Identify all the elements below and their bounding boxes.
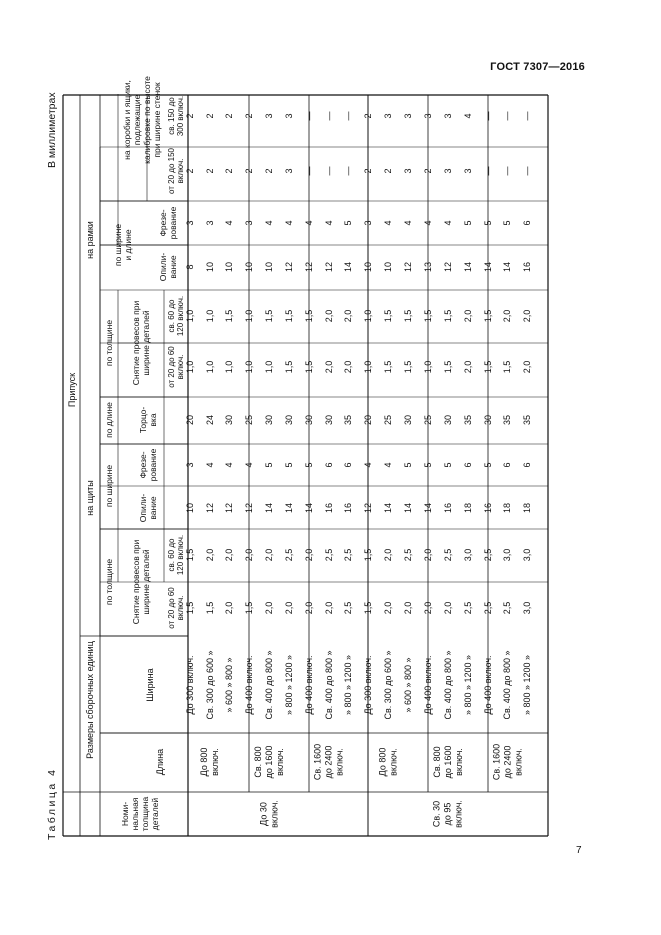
boxes-header: подлежащие <box>132 94 142 146</box>
row-width: До 400 включ. <box>483 655 493 715</box>
table-cell: 3 <box>185 220 195 226</box>
table-cell: 1,0 <box>244 360 254 374</box>
nominal-thickness-header: Номи- <box>120 801 130 827</box>
sizes-header: Размеры сборочных единиц <box>85 641 95 759</box>
table-cell: 20 <box>185 414 195 426</box>
panels-length-header: по длине <box>104 402 114 438</box>
boxes-header: калибровке по высоте <box>142 76 152 164</box>
panels-over60to120: св. 60 до <box>167 538 176 572</box>
table-cell: 8 <box>185 264 195 270</box>
standard-designation: ГОСТ 7307—2016 <box>490 61 585 73</box>
panels-milling: рование <box>148 448 158 482</box>
row-width: » 800 » 1200 » <box>463 654 473 716</box>
table-cell: 12 <box>284 261 294 273</box>
boxes-over150to300: 300 включ. <box>176 95 185 137</box>
panels-sawing: Опили- <box>138 493 148 523</box>
table-cell: 30 <box>264 414 274 426</box>
table-cell: 4 <box>224 462 234 468</box>
panels-trimming: Торцо- <box>138 406 148 434</box>
panels-header: на щиты <box>85 480 95 516</box>
table-cell: 6 <box>324 462 334 468</box>
table-cell: 1,5 <box>284 360 294 374</box>
table-cell: 2,5 <box>403 548 413 562</box>
table-cell: 2 <box>383 168 393 174</box>
table-cell: 16 <box>324 502 334 514</box>
table-cell: 2,0 <box>522 309 532 323</box>
table-cell: 3 <box>383 113 393 119</box>
table-cell: 3 <box>363 220 373 226</box>
row-width: До 300 включ. <box>363 655 373 715</box>
table-cell: 4 <box>443 220 453 226</box>
table-cell: 35 <box>502 414 512 426</box>
table-cell: 1,5 <box>403 309 413 323</box>
row-length: включ. <box>210 748 220 776</box>
row-length: до 2400 <box>323 745 334 779</box>
table-cell: 3,0 <box>463 548 473 562</box>
boxes-over150to300: св. 150 до <box>167 97 176 135</box>
table-cell: 1,0 <box>244 309 254 323</box>
table-cell: 4 <box>264 220 274 226</box>
table-cell: 30 <box>403 414 413 426</box>
table-cell: — <box>483 111 493 121</box>
table-cell: 6 <box>343 462 353 468</box>
table-cell: 3,0 <box>522 601 532 615</box>
table-cell: 14 <box>502 261 512 273</box>
row-length: включ. <box>454 748 464 776</box>
table-cell: 1,5 <box>383 360 393 374</box>
row-thickness: включ. <box>269 800 280 828</box>
table-cell: 14 <box>423 502 433 514</box>
table-cell: 3 <box>264 113 274 119</box>
table-cell: 4 <box>205 462 215 468</box>
table-cell: 35 <box>343 414 353 426</box>
table-cell: 2 <box>224 113 234 119</box>
row-width: Св. 400 до 800 » <box>443 650 453 720</box>
table-cell: 2,0 <box>264 601 274 615</box>
table-cell: 18 <box>463 502 473 514</box>
table-cell: 2 <box>423 168 433 174</box>
table-cell: 2,0 <box>463 360 473 374</box>
page-number: 7 <box>576 845 582 856</box>
table-cell: 1,5 <box>483 360 493 374</box>
table-cell: 1,5 <box>185 601 195 615</box>
table-cell: 10 <box>264 261 274 273</box>
table-cell: 1,0 <box>185 360 195 374</box>
frames-removal-header: Снятие провесов при <box>131 300 141 386</box>
table-cell: 2,0 <box>463 309 473 323</box>
table-cell: 2,0 <box>383 548 393 562</box>
table-cell: 2,0 <box>423 601 433 615</box>
table-cell: 1,5 <box>443 360 453 374</box>
table-cell: 2,0 <box>343 360 353 374</box>
table-cell: 3,0 <box>522 548 532 562</box>
table-cell: 25 <box>423 414 433 426</box>
table-cell: 35 <box>463 414 473 426</box>
row-width: Св. 300 до 600 » <box>383 650 393 720</box>
frames-width-length-header: и длине <box>123 229 133 261</box>
table-cell: — <box>522 166 532 176</box>
row-thickness: до 95 <box>442 802 453 826</box>
frames-from20to60: от 20 до 60 <box>167 346 176 388</box>
table-cell: 14 <box>264 502 274 514</box>
table-cell: 25 <box>244 414 254 426</box>
table-cell: 1,5 <box>264 309 274 323</box>
row-thickness: До 30 <box>258 802 269 826</box>
panels-from20to60: включ. <box>176 595 185 621</box>
table-cell: 24 <box>205 414 215 426</box>
table-cell: 12 <box>403 261 413 273</box>
row-length: до 1600 <box>443 745 453 779</box>
frames-thickness-header: по толщине <box>104 319 114 367</box>
table-cell: 6 <box>522 220 532 226</box>
table-cell: 2,0 <box>324 360 334 374</box>
table-cell: 2,5 <box>343 548 353 562</box>
allowance-header: Припуск <box>67 372 77 408</box>
table-cell: 5 <box>304 462 314 468</box>
panels-sawing: вание <box>148 496 158 520</box>
boxes-header: на коробки и ящики, <box>122 80 132 160</box>
table-cell: 1,5 <box>483 309 493 323</box>
table-cell: 2 <box>244 113 254 119</box>
table-cell: 5 <box>443 462 453 468</box>
table-cell: 4 <box>304 220 314 226</box>
row-length: Св. 1600 <box>491 743 502 781</box>
table-cell: 2 <box>205 168 215 174</box>
table-cell: 16 <box>343 502 353 514</box>
table-cell: 3 <box>284 113 294 119</box>
table-cell: 10 <box>383 261 393 273</box>
row-thickness: Св. 30 <box>431 800 442 828</box>
table-label: Таблица 4 <box>46 767 58 840</box>
table-cell: 10 <box>244 261 254 273</box>
frames-width-length-header: по ширине <box>113 223 123 267</box>
table-cell: 4 <box>403 220 413 226</box>
table-cell: 2,0 <box>522 360 532 374</box>
width-header: Ширина <box>145 668 155 702</box>
units-note: В миллиметрах <box>46 92 58 168</box>
row-length: Св. 800 <box>432 746 442 778</box>
frames-header: на рамки <box>85 221 95 259</box>
table-cell: 1,0 <box>205 360 215 374</box>
table-cell: 4 <box>244 462 254 468</box>
panels-over60to120: 120 включ. <box>176 534 185 576</box>
table-cell: 3 <box>463 168 473 174</box>
row-width: Св. 400 до 800 » <box>264 650 274 720</box>
table-cell: 5 <box>284 462 294 468</box>
table-cell: 14 <box>463 261 473 273</box>
row-length: Св. 800 <box>253 746 263 778</box>
table-cell: 2,5 <box>483 601 493 615</box>
table-cell: 10 <box>363 261 373 273</box>
table-cell: 3 <box>443 168 453 174</box>
row-width: До 400 включ. <box>423 655 433 715</box>
table-cell: 2,0 <box>244 548 254 562</box>
table-cell: 16 <box>443 502 453 514</box>
table-cell: 12 <box>244 502 254 514</box>
table-cell: 6 <box>522 462 532 468</box>
table-cell: 3 <box>185 462 195 468</box>
table-cell: 3 <box>443 113 453 119</box>
frames-over60to120: 120 включ. <box>176 295 185 337</box>
table-cell: 20 <box>363 414 373 426</box>
frames-milling: рование <box>168 206 178 240</box>
table-cell: 4 <box>284 220 294 226</box>
table-cell: 1,0 <box>423 360 433 374</box>
table-cell: 12 <box>363 502 373 514</box>
table-cell: 1,0 <box>363 309 373 323</box>
table-cell: 10 <box>224 261 234 273</box>
table-cell: 2,0 <box>304 601 314 615</box>
table-cell: 4 <box>383 462 393 468</box>
table-cell: 12 <box>304 261 314 273</box>
table-cell: 12 <box>224 502 234 514</box>
table-cell: 2,0 <box>502 309 512 323</box>
table-cell: 2,5 <box>463 601 473 615</box>
table-cell: 3 <box>403 113 413 119</box>
table-cell: — <box>483 166 493 176</box>
table-cell: 16 <box>483 502 493 514</box>
row-length: до 2400 <box>502 745 513 779</box>
row-width: Св. 400 до 800 » <box>502 650 512 720</box>
table-cell: 2,5 <box>502 601 512 615</box>
table-cell: 5 <box>483 220 493 226</box>
table-cell: 3 <box>284 168 294 174</box>
table-cell: 1,5 <box>244 601 254 615</box>
frames-over60to120: св. 60 до <box>167 299 176 333</box>
table-cell: — <box>522 111 532 121</box>
length-header: Длина <box>155 748 165 776</box>
table-cell: — <box>343 111 353 121</box>
table-cell: 3 <box>403 168 413 174</box>
row-length: включ. <box>275 748 285 776</box>
table-cell: 30 <box>224 414 234 426</box>
table-cell: 12 <box>205 502 215 514</box>
table-cell: — <box>343 166 353 176</box>
table-cell: 3 <box>244 220 254 226</box>
boxes-from20to150: от 20 до 150 <box>167 148 176 194</box>
table-cell: 30 <box>284 414 294 426</box>
row-width: До 300 включ. <box>185 655 195 715</box>
panels-thickness-header: по толщине <box>104 558 114 606</box>
table-cell: 35 <box>522 414 532 426</box>
panels-removal-header: ширине деталей <box>141 549 151 615</box>
table-cell: 2 <box>205 113 215 119</box>
table-cell: 5 <box>463 220 473 226</box>
table-cell: 4 <box>224 220 234 226</box>
table-cell: 2,0 <box>423 548 433 562</box>
table-cell: 1,0 <box>224 360 234 374</box>
row-width: » 600 » 800 » <box>224 657 234 713</box>
table-cell: 2,0 <box>205 548 215 562</box>
frames-removal-header: ширине деталей <box>141 310 151 376</box>
table-cell: 1,0 <box>264 360 274 374</box>
table-cell: 1,5 <box>363 601 373 615</box>
table-cell: — <box>324 166 334 176</box>
table-cell: 10 <box>205 261 215 273</box>
table-cell: — <box>502 166 512 176</box>
row-length: включ. <box>334 748 345 776</box>
table-cell: 1,5 <box>304 309 314 323</box>
frames-sawing: Опили- <box>158 252 168 282</box>
row-width: » 800 » 1200 » <box>284 654 294 716</box>
table-cell: 4 <box>463 113 473 119</box>
table-cell: 4 <box>423 220 433 226</box>
table-cell: 2 <box>363 168 373 174</box>
row-width: » 800 » 1200 » <box>343 654 353 716</box>
row-length: до 1600 <box>264 745 274 779</box>
boxes-header: при ширине стенок <box>152 82 162 158</box>
table-cell: 2,0 <box>324 601 334 615</box>
table-cell: — <box>304 111 314 121</box>
table-cell: 2,0 <box>304 548 314 562</box>
table-cell: 2 <box>244 168 254 174</box>
table-cell: 1,5 <box>205 601 215 615</box>
table-cell: 14 <box>383 502 393 514</box>
table-cell: 2 <box>264 168 274 174</box>
table-cell: 14 <box>284 502 294 514</box>
panels-trimming: вка <box>148 413 158 427</box>
table-cell: 2,0 <box>284 601 294 615</box>
row-width: » 800 » 1200 » <box>522 654 532 716</box>
table-cell: 1,0 <box>205 309 215 323</box>
table-cell: 30 <box>483 414 493 426</box>
row-width: До 400 включ. <box>304 655 314 715</box>
table-cell: 2,0 <box>324 309 334 323</box>
table-cell: 5 <box>483 462 493 468</box>
frames-from20to60: включ. <box>176 354 185 380</box>
row-width: Св. 300 до 600 » <box>205 650 215 720</box>
table-cell: 2 <box>185 113 195 119</box>
row-length: включ. <box>388 748 399 776</box>
panels-milling: Фрезе- <box>138 451 148 479</box>
table-cell: 12 <box>324 261 334 273</box>
row-width: До 400 включ. <box>244 655 254 715</box>
panels-removal-header: Снятие провесов при <box>131 539 141 625</box>
table-cell: 2 <box>224 168 234 174</box>
table-cell: 2,0 <box>264 548 274 562</box>
table-cell: 5 <box>264 462 274 468</box>
table-cell: 12 <box>443 261 453 273</box>
table-cell: 4 <box>324 220 334 226</box>
table-cell: 1,5 <box>383 309 393 323</box>
table-cell: 5 <box>403 462 413 468</box>
table-cell: 4 <box>383 220 393 226</box>
table-cell: 2,5 <box>324 548 334 562</box>
table-cell: 2,0 <box>443 601 453 615</box>
table-cell: 2 <box>185 168 195 174</box>
table-cell: 10 <box>185 502 195 514</box>
row-width: Св. 400 до 800 » <box>324 650 334 720</box>
table-cell: 14 <box>483 261 493 273</box>
table-cell: 2,5 <box>483 548 493 562</box>
table-cell: 1,5 <box>304 360 314 374</box>
table-cell: 14 <box>304 502 314 514</box>
table-cell: — <box>502 111 512 121</box>
table-cell: 30 <box>304 414 314 426</box>
panels-from20to60: от 20 до 60 <box>167 587 176 629</box>
row-length: До 800 <box>199 747 209 777</box>
table-cell: 1,5 <box>443 309 453 323</box>
table-cell: 25 <box>383 414 393 426</box>
table-cell: 1,5 <box>502 360 512 374</box>
table-cell: 1,5 <box>403 360 413 374</box>
table-cell: 3,0 <box>502 548 512 562</box>
table-cell: 1,5 <box>185 548 195 562</box>
table-cell: — <box>324 111 334 121</box>
boxes-from20to150: включ. <box>176 158 185 184</box>
table-cell: 2,5 <box>443 548 453 562</box>
table-cell: 2,0 <box>224 548 234 562</box>
table-cell: 4 <box>363 462 373 468</box>
table-cell: 1,5 <box>284 309 294 323</box>
panels-width-header: по ширине <box>104 464 114 508</box>
row-length: включ. <box>513 748 524 776</box>
table-cell: 14 <box>343 261 353 273</box>
table-cell: 14 <box>403 502 413 514</box>
nominal-thickness-header: толщина <box>140 796 150 832</box>
row-length: Св. 1600 <box>312 743 323 781</box>
table-cell: 18 <box>522 502 532 514</box>
table-cell: 1,0 <box>363 360 373 374</box>
row-length: До 800 <box>377 747 388 777</box>
table-cell: 3 <box>423 113 433 119</box>
table-cell: 2,0 <box>343 309 353 323</box>
nominal-thickness-header: деталей <box>150 797 160 831</box>
table-cell: 13 <box>423 261 433 273</box>
nominal-thickness-header: нальная <box>130 797 140 831</box>
table-cell: 5 <box>343 220 353 226</box>
table-cell: 6 <box>463 462 473 468</box>
frames-milling: Фрезе- <box>158 209 168 237</box>
table-cell: — <box>304 166 314 176</box>
table-cell: 5 <box>502 220 512 226</box>
table-cell: 2,0 <box>403 601 413 615</box>
table-cell: 1,5 <box>363 548 373 562</box>
table-cell: 30 <box>324 414 334 426</box>
table-cell: 2,5 <box>284 548 294 562</box>
table-cell: 30 <box>443 414 453 426</box>
table-cell: 2,0 <box>383 601 393 615</box>
table-cell: 2,0 <box>224 601 234 615</box>
table-cell: 1,5 <box>224 309 234 323</box>
table-cell: 1,0 <box>185 309 195 323</box>
table-cell: 2,5 <box>343 601 353 615</box>
table-cell: 2 <box>363 113 373 119</box>
frames-sawing: вание <box>168 255 178 279</box>
row-width: » 600 » 800 » <box>403 657 413 713</box>
table-cell: 5 <box>423 462 433 468</box>
table-cell: 1,5 <box>423 309 433 323</box>
table-cell: 18 <box>502 502 512 514</box>
table-cell: 6 <box>502 462 512 468</box>
row-thickness: включ. <box>453 800 464 828</box>
table-cell: 3 <box>205 220 215 226</box>
table-cell: 16 <box>522 261 532 273</box>
